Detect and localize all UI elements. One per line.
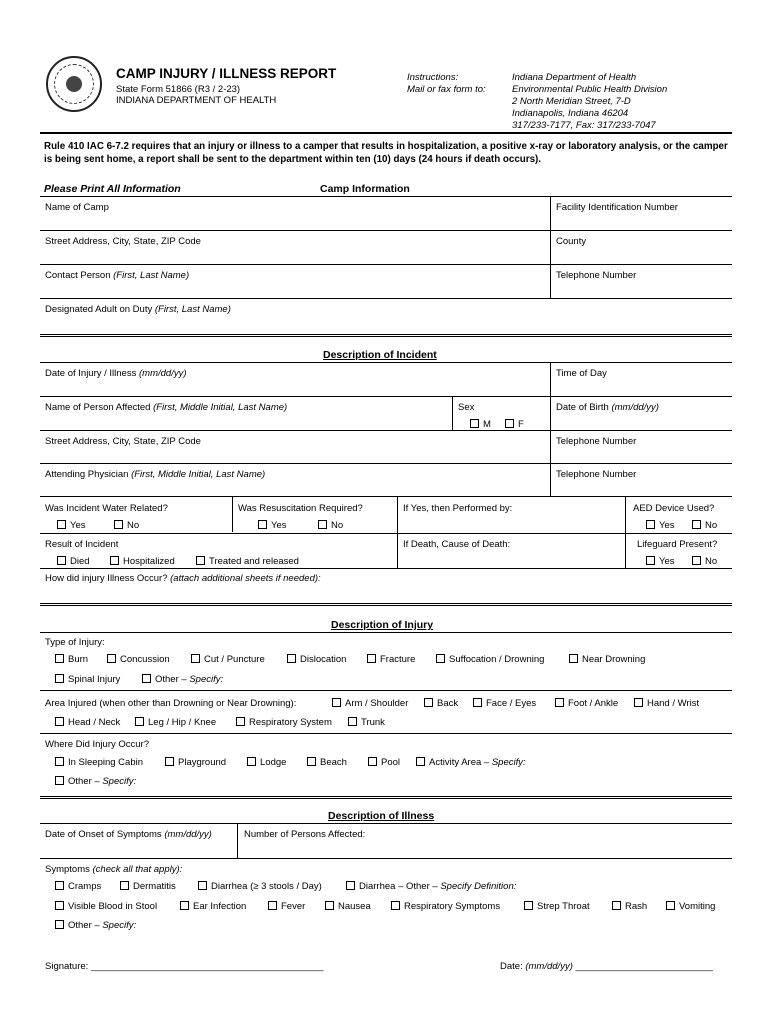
divider: [40, 632, 732, 633]
address-line: 2 North Meridian Street, 7-D: [512, 96, 631, 107]
aed-label: AED Device Used?: [633, 503, 715, 514]
option-label: Respiratory Symptoms: [404, 901, 501, 912]
option-label: In Sleeping Cabin: [68, 757, 143, 768]
type-of-injury-label: Type of Injury:: [45, 637, 105, 648]
spinal-injury-checkbox[interactable]: [55, 674, 120, 685]
ear-infection-checkbox[interactable]: [180, 901, 246, 912]
hospitalized-label: Hospitalized: [123, 556, 175, 567]
burn-checkbox[interactable]: [55, 654, 88, 665]
option-label: Fracture: [380, 654, 416, 665]
option-label: Head / Neck: [68, 717, 121, 728]
divider: [40, 132, 732, 134]
arm-shoulder-checkbox[interactable]: [332, 698, 408, 709]
respiratory-system-checkbox[interactable]: [236, 717, 332, 728]
water-yes-checkbox[interactable]: [57, 520, 86, 531]
onset-hint: (mm/dd/yy): [164, 829, 212, 840]
person-hint: (First, Middle Initial, Last Name): [153, 402, 288, 413]
option-label: Rash: [625, 901, 648, 912]
diarrhea-other-checkbox[interactable]: [346, 881, 516, 892]
trunk-checkbox[interactable]: [348, 717, 385, 728]
leg-hip-knee-checkbox[interactable]: [135, 717, 216, 728]
yes-label: Yes: [271, 520, 287, 531]
resus-yes-checkbox[interactable]: [258, 520, 287, 531]
dob-label: Date of Birth: [556, 402, 609, 413]
time-of-day-field[interactable]: Time of Day: [556, 368, 607, 379]
option-label: Burn: [68, 654, 89, 665]
print-all-label: Please Print All Information: [44, 183, 181, 195]
adult-hint: (First, Last Name): [154, 304, 231, 315]
physician-hint: (First, Middle Initial, Last Name): [131, 469, 266, 480]
divider: [232, 496, 233, 532]
fever-checkbox[interactable]: [268, 901, 305, 912]
hospitalized-checkbox[interactable]: [110, 556, 175, 567]
symptoms-title: Symptoms: [45, 864, 90, 875]
symptom-other-checkbox[interactable]: [55, 920, 136, 931]
near-drowning-checkbox[interactable]: [569, 654, 645, 665]
dermatitis-checkbox[interactable]: [120, 881, 176, 892]
divider: [452, 396, 453, 430]
divider: [40, 463, 732, 464]
option-label: Vomiting: [679, 901, 716, 912]
yes-label: Yes: [659, 556, 675, 567]
sex-m-checkbox[interactable]: [470, 419, 491, 430]
no-label: No: [127, 520, 140, 531]
option-label: Foot / Ankle: [568, 698, 619, 709]
suffocation-drowning-checkbox[interactable]: [436, 654, 544, 665]
option-label: Playground: [178, 757, 227, 768]
divider: [40, 196, 732, 197]
physician-field[interactable]: [45, 469, 265, 480]
date-line: __________________________: [575, 961, 713, 972]
signature-date-field[interactable]: [500, 961, 713, 972]
resuscitation-label: Was Resuscitation Required?: [238, 503, 363, 514]
name-of-camp-field[interactable]: Name of Camp: [45, 202, 109, 213]
fracture-checkbox[interactable]: [367, 654, 415, 665]
option-label: Diarrhea (≥ 3 stools / Day): [211, 881, 322, 892]
how-hint: (attach additional sheets if needed):: [170, 573, 321, 584]
result-label: Result of Incident: [45, 539, 119, 550]
divider: [40, 334, 732, 337]
physician-label: Attending Physician: [45, 469, 129, 480]
divider: [397, 496, 398, 568]
address-line: Indiana Department of Health: [512, 72, 637, 83]
where-occurred-label: Where Did Injury Occur?: [45, 739, 150, 750]
camp-street-field[interactable]: Street Address, City, State, ZIP Code: [45, 236, 201, 247]
option-label: Near Drowning: [582, 654, 646, 665]
divider: [40, 858, 732, 859]
foot-ankle-checkbox[interactable]: [555, 698, 618, 709]
onset-label: Date of Onset of Symptoms: [45, 829, 162, 840]
how-label: How did injury Illness Occur?: [45, 573, 168, 584]
sex-m-label: M: [483, 419, 491, 430]
contact-label: Contact Person: [45, 270, 111, 281]
option-label: Concussion: [120, 654, 170, 665]
county-field[interactable]: County: [556, 236, 587, 247]
activity-area-checkbox[interactable]: [416, 757, 526, 768]
died-label: Died: [70, 556, 90, 567]
date-label: Date:: [500, 961, 523, 972]
illness-heading: Description of Illness: [328, 810, 435, 822]
injury-other-checkbox[interactable]: [142, 674, 223, 685]
divider: [40, 430, 732, 431]
person-label: Name of Person Affected: [45, 402, 151, 413]
adult-label: Designated Adult on Duty: [45, 304, 153, 315]
died-checkbox[interactable]: [57, 556, 90, 567]
option-label: Visible Blood in Stool: [68, 901, 158, 912]
lifeguard-label: Lifeguard Present?: [637, 539, 718, 550]
specify-definition-label: – Specify Definition:: [432, 881, 517, 892]
option-label: Other: [68, 776, 92, 787]
treated-label: Treated and released: [209, 556, 299, 567]
symptoms-hint: (check all that apply):: [92, 864, 183, 875]
person-telephone-field[interactable]: Telephone Number: [556, 436, 637, 447]
divider: [40, 396, 732, 397]
address-line: 317/233-7177, Fax: 317/233-7047: [512, 120, 656, 131]
dob-field[interactable]: [556, 402, 659, 413]
person-affected-field[interactable]: [45, 402, 287, 413]
divider: [550, 196, 551, 298]
water-related-label: Was Incident Water Related?: [45, 503, 168, 514]
option-label: Respiratory System: [249, 717, 332, 728]
lifeguard-yes-checkbox[interactable]: [646, 556, 675, 567]
option-label: Hand / Wrist: [647, 698, 700, 709]
place-other-checkbox[interactable]: [55, 776, 136, 787]
injury-date-field[interactable]: [45, 368, 187, 379]
symptoms-label: [45, 864, 182, 875]
dob-hint: (mm/dd/yy): [611, 402, 659, 413]
divider: [40, 362, 732, 363]
lifeguard-no-checkbox[interactable]: [692, 556, 717, 567]
option-label: Cut / Puncture: [204, 654, 265, 665]
cut-puncture-checkbox[interactable]: [191, 654, 265, 665]
option-label: Spinal Injury: [68, 674, 121, 685]
option-label: Back: [437, 698, 459, 709]
mail-fax-label: Mail or fax form to:: [407, 84, 486, 95]
onset-date-field[interactable]: [45, 829, 212, 840]
respiratory-symptoms-checkbox[interactable]: [391, 901, 500, 912]
death-cause-field[interactable]: If Death, Cause of Death:: [403, 539, 511, 550]
how-occurred-field[interactable]: [45, 573, 321, 584]
no-label: No: [705, 556, 718, 567]
no-label: No: [705, 520, 718, 531]
hand-wrist-checkbox[interactable]: [634, 698, 699, 709]
form-title: CAMP INJURY / ILLNESS REPORT: [116, 66, 337, 81]
divider: [625, 496, 626, 568]
treated-released-checkbox[interactable]: [196, 556, 299, 567]
lodge-checkbox[interactable]: [247, 757, 286, 768]
divider: [40, 823, 732, 824]
instructions-label: Instructions:: [407, 72, 459, 83]
state-seal-icon: [46, 56, 102, 112]
option-label: Pool: [381, 757, 401, 768]
diarrhea-checkbox[interactable]: [198, 881, 322, 892]
date-hint: (mm/dd/yy): [139, 368, 187, 379]
water-no-checkbox[interactable]: [114, 520, 139, 531]
sex-f-label: F: [518, 419, 524, 430]
option-label: Activity Area: [429, 757, 482, 768]
contact-hint: (First, Last Name): [113, 270, 190, 281]
divider: [40, 298, 732, 299]
divider: [550, 362, 551, 496]
specify-label: – Specify:: [483, 757, 526, 768]
option-label: Leg / Hip / Knee: [148, 717, 217, 728]
option-label: Fever: [281, 901, 306, 912]
concussion-checkbox[interactable]: [107, 654, 170, 665]
physician-telephone-field[interactable]: Telephone Number: [556, 469, 637, 480]
blood-in-stool-checkbox[interactable]: [55, 901, 157, 912]
rule-notice: Rule 410 IAC 6-7.2 requires that an injury or illness to a camper that results in hospitalization, a positive x-ray or laboratory analysis, or the camper is being sent home, a report shall be sent to the department within ten (10) days (24 hours if death occurs).: [44, 141, 728, 165]
pool-checkbox[interactable]: [368, 757, 400, 768]
performed-by-field[interactable]: If Yes, then Performed by:: [403, 503, 513, 514]
option-label: Lodge: [260, 757, 287, 768]
sex-f-checkbox[interactable]: [505, 419, 524, 430]
option-label: Face / Eyes: [486, 698, 537, 709]
nausea-checkbox[interactable]: [325, 901, 371, 912]
camp-info-heading: Camp Information: [320, 183, 410, 195]
divider: [40, 264, 732, 265]
cramps-checkbox[interactable]: [55, 881, 101, 892]
option-label: Other: [155, 674, 179, 685]
option-label: Diarrhea – Other: [359, 881, 430, 892]
date-label: Date of Injury / Illness: [45, 368, 137, 379]
signature-field[interactable]: Signature: ____________________________________________: [45, 961, 324, 972]
dislocation-checkbox[interactable]: [287, 654, 346, 665]
specify-label: – Specify:: [181, 674, 224, 685]
face-eyes-checkbox[interactable]: [473, 698, 536, 709]
address-line: Environmental Public Health Division: [512, 84, 668, 95]
option-label: Ear Infection: [193, 901, 247, 912]
yes-label: Yes: [70, 520, 86, 531]
playground-checkbox[interactable]: [165, 757, 226, 768]
divider: [40, 690, 732, 691]
aed-no-checkbox[interactable]: [692, 520, 717, 531]
resus-no-checkbox[interactable]: [318, 520, 343, 531]
adult-on-duty-field[interactable]: [45, 304, 231, 315]
contact-person-field[interactable]: [45, 270, 189, 281]
back-checkbox[interactable]: [424, 698, 458, 709]
divider: [40, 603, 732, 606]
sleeping-cabin-checkbox[interactable]: [55, 757, 143, 768]
address-line: Indianapolis, Indiana 46204: [512, 108, 629, 119]
beach-checkbox[interactable]: [307, 757, 347, 768]
department-name: INDIANA DEPARTMENT OF HEALTH: [116, 95, 277, 106]
divider: [40, 496, 732, 497]
divider: [40, 568, 732, 569]
specify-label: – Specify:: [94, 776, 137, 787]
mailing-address: [512, 72, 667, 132]
option-label: Suffocation / Drowning: [449, 654, 545, 665]
divider: [40, 533, 732, 534]
option-label: Strep Throat: [537, 901, 590, 912]
option-label: Trunk: [361, 717, 385, 728]
option-label: Dermatitis: [133, 881, 176, 892]
area-injured-label: Area Injured (when other than Drowning or Near Drowning):: [45, 698, 297, 709]
aed-yes-checkbox[interactable]: [646, 520, 675, 531]
rash-checkbox[interactable]: [612, 901, 647, 912]
facility-id-field[interactable]: Facility Identification Number: [556, 202, 678, 213]
form-number: State Form 51866 (R3 / 2-23): [116, 84, 241, 95]
date-hint: (mm/dd/yy): [525, 961, 573, 972]
divider: [40, 733, 732, 734]
option-label: Nausea: [338, 901, 371, 912]
strep-throat-checkbox[interactable]: [524, 901, 590, 912]
option-label: Other: [68, 920, 92, 931]
divider: [40, 230, 732, 231]
person-street-field[interactable]: Street Address, City, State, ZIP Code: [45, 436, 201, 447]
no-label: No: [331, 520, 344, 531]
persons-affected-field[interactable]: Number of Persons Affected:: [244, 829, 366, 840]
camp-telephone-field[interactable]: Telephone Number: [556, 270, 637, 281]
incident-heading: Description of Incident: [323, 349, 437, 361]
option-label: Cramps: [68, 881, 102, 892]
option-label: Arm / Shoulder: [345, 698, 409, 709]
option-label: Beach: [320, 757, 347, 768]
head-neck-checkbox[interactable]: [55, 717, 120, 728]
specify-label: – Specify:: [94, 920, 137, 931]
yes-label: Yes: [659, 520, 675, 531]
divider: [40, 796, 732, 799]
injury-heading: Description of Injury: [331, 619, 434, 631]
option-label: Dislocation: [300, 654, 347, 665]
vomiting-checkbox[interactable]: [666, 901, 715, 912]
sex-label: Sex: [458, 402, 475, 413]
divider: [237, 823, 238, 858]
